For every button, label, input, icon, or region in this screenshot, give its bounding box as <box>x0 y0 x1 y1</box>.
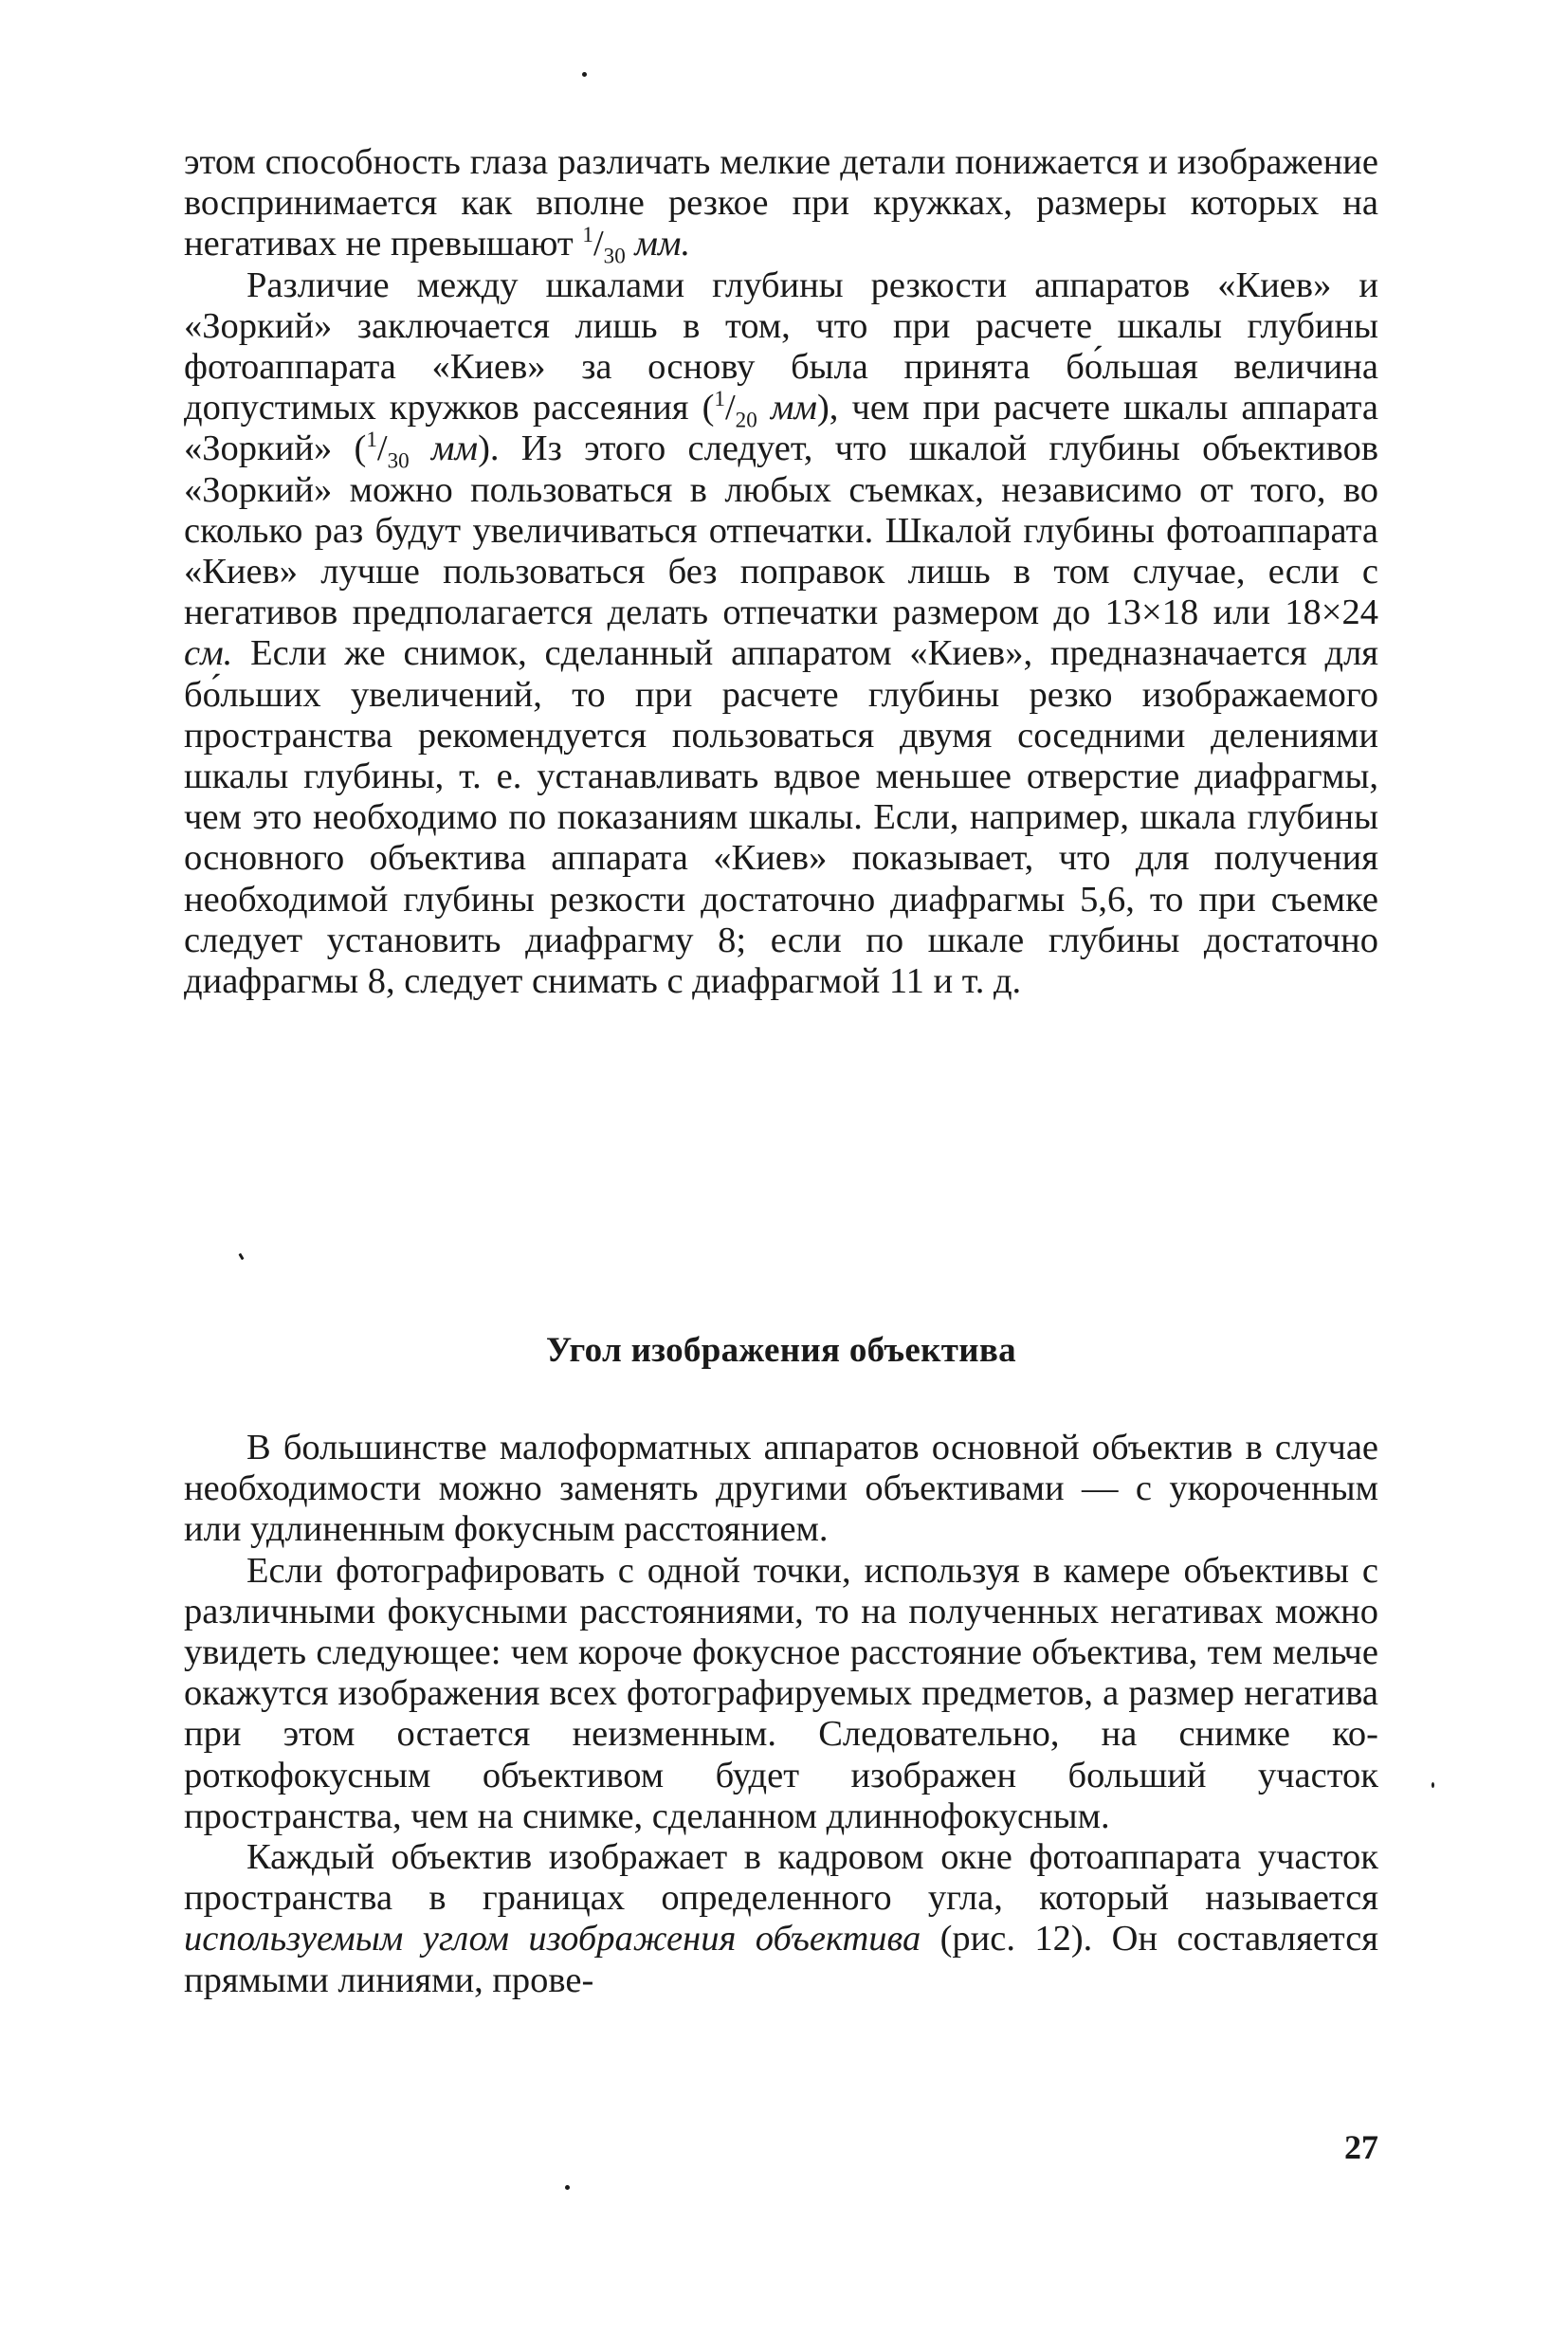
fraction-denominator: 20 <box>735 407 757 432</box>
fraction-numerator: 1 <box>714 386 725 411</box>
print-speck <box>582 72 587 77</box>
paragraph-text: этом способность глаза различать мелкие детали понижается и изображение воспринимается как вполне резкое при кружках, размеры которых на негативах не превышают <box>184 142 1378 264</box>
unit-label: мм <box>409 428 479 469</box>
page-number: 27 <box>1344 2128 1378 2166</box>
print-speck <box>238 1253 244 1261</box>
fraction-numerator: 1 <box>366 427 377 452</box>
emphasized-term: используемым углом изображения объектива <box>184 1919 921 1959</box>
fraction-numerator: 1 <box>582 222 593 247</box>
paragraph-focal-length-effect: Если фотографировать с одной точки, используя в камере объективы с различными фокусными расстояниями, то на полученных негативах можно увидеть следующее: чем короче фокусное расстояние объектива, тем мельче окажутся изображения всех фотографируемых предметов, а размер негатива при этом остается неизменным. Следовательно, на снимке короткофокусным объективом будет изображен больший участок пространства, чем на снимке, сделанном длиннофокусным. <box>184 1550 1378 1836</box>
unit-label: см. <box>184 633 233 674</box>
paragraph-depth-scale-difference <box>184 265 1378 1003</box>
print-speck <box>565 2185 570 2190</box>
paragraph-text: (рис. 12). Он составляется прямыми линиями, прове- <box>184 1919 1378 2000</box>
fraction: $^1/_{30}$ <box>366 427 410 474</box>
print-speck <box>1431 1782 1434 1788</box>
fraction: $^1/_{20}$ <box>714 386 757 432</box>
paragraph-angle-of-view <box>184 1837 1378 2001</box>
unit-label: мм. <box>625 224 691 264</box>
paragraph-continuation <box>184 142 1378 269</box>
paragraph-text: Каждый объектив изображает в кадровом окне фотоаппарата участок пространства в границах определенного угла, который называется <box>184 1837 1378 1919</box>
unit-label: мм <box>757 388 817 428</box>
fraction-denominator: 30 <box>387 448 410 474</box>
fraction-denominator: 30 <box>603 244 626 269</box>
paragraph-text: ), чем при расчете шкалы аппарата «Зоркий» ( <box>184 388 1378 469</box>
text-section-depth-scales <box>184 142 1378 1002</box>
paragraph-text: ). Из этого следует, что шкалой глубины объективов «Зоркий» можно пользоваться в любых съемках, независимо от того, во сколько раз будут увеличиваться отпечатки. Шкалой глубины фотоаппарата «Киев» лучше пользоваться без поправок лишь в том случае, если с негативов предполагается делать отпечатки размером до 13×18 или 18×24 <box>184 428 1378 633</box>
paragraph-text: Различие между шкалами глубины резкости аппаратов «Киев» и «Зоркий» заключается лишь в том, что при расчете шкалы глубины фотоаппарата «Киев» за основу была принята бо́льшая величина допустимых кружков рассеяния ( <box>184 264 1378 428</box>
paragraph-interchangeable-lenses: В большинстве малоформатных аппаратов основной объектив в случае необходимости можно заменять другими объективами — с укороченным или удлиненным фокусным расстоянием. <box>184 1428 1378 1550</box>
paragraph-text: Если же снимок, сделанный аппаратом «Киев», предназначается для бо́льших увеличений, то при расчете глубины резко изображаемого пространства рекомендуется пользоваться двумя соседними делениями шкалы глубины, т. е. устанавливать вдвое меньшее отверстие диафрагмы, чем это необходимо по показаниям шкалы. Если, например, шкала глубины основного объектива аппарата «Киев» показывает, что для получения необходимой глубины резкости достаточно диафрагмы 5,6, то при съемке следует установить диафрагму 8; если по шкале глубины достаточно диафрагмы 8, следует снимать с диафрагмой 11 и т. д. <box>184 633 1378 1002</box>
fraction: $^1/_{30}$ <box>582 222 626 269</box>
section-heading: Угол изображения объектива <box>546 1331 1016 1370</box>
text-section-lens-angle <box>184 1428 1378 2001</box>
